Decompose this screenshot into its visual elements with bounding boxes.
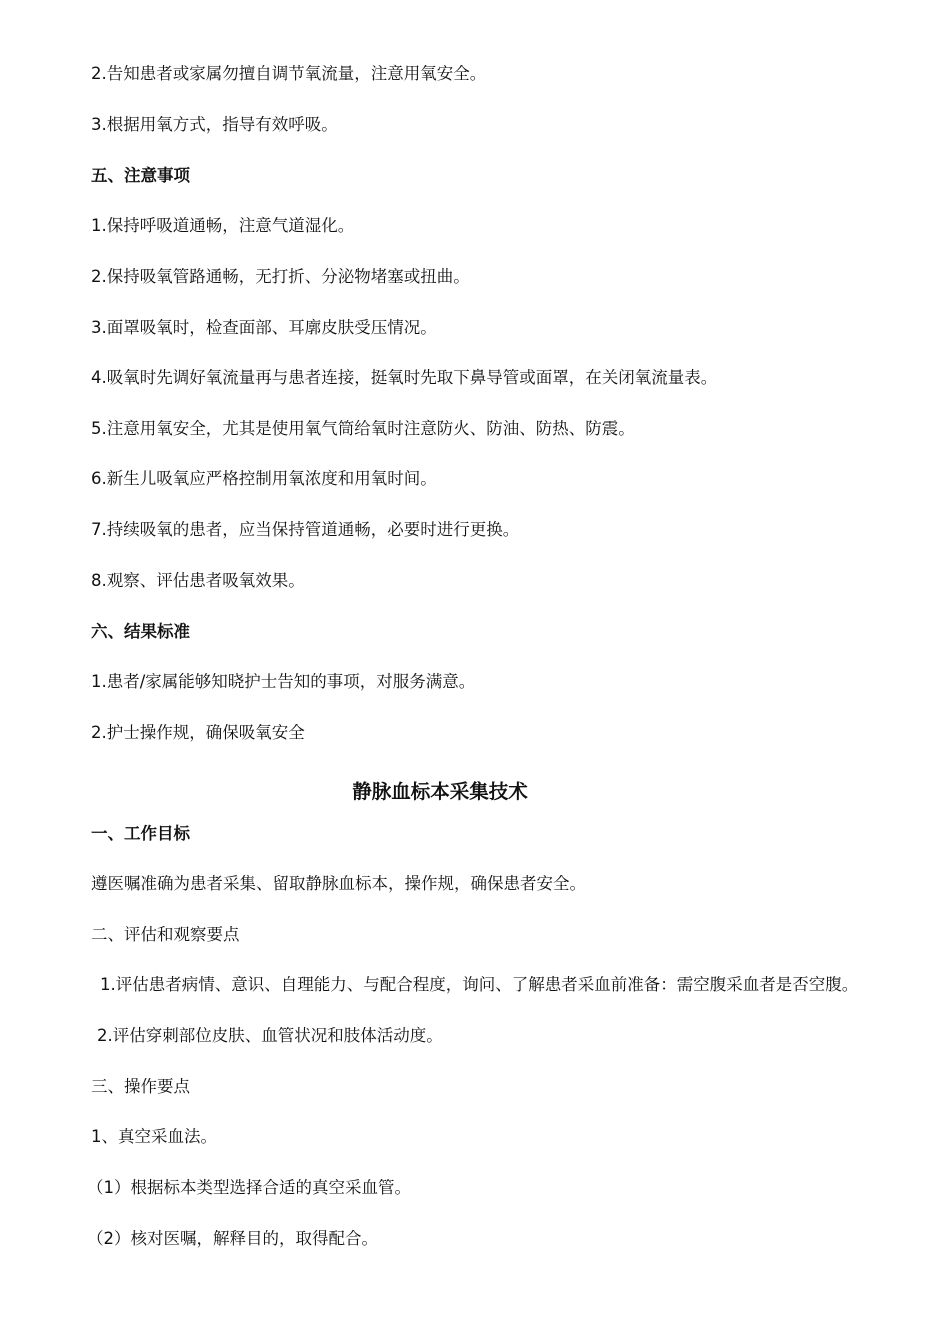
list-item: 6.新生儿吸氧应严格控制用氧浓度和用氧时间。 xyxy=(91,469,437,488)
sub-heading: 1、真空采血法。 xyxy=(91,1127,217,1146)
list-item: 2.护士操作规，确保吸氧安全 xyxy=(91,723,305,742)
list-item: 1.患者/家属能够知晓护士告知的事项，对服务满意。 xyxy=(91,672,476,691)
list-item: 3.面罩吸氧时，检查面部、耳廓皮肤受压情况。 xyxy=(91,318,437,337)
list-item: 8.观察、评估患者吸氧效果。 xyxy=(91,571,305,590)
list-item: 7.持续吸氧的患者，应当保持管道通畅，必要时进行更换。 xyxy=(91,520,520,539)
list-item: 2.评估穿刺部位皮肤、血管状况和肢体活动度。 xyxy=(97,1026,443,1045)
section-heading: 六、结果标准 xyxy=(91,622,190,641)
section-heading: 五、注意事项 xyxy=(91,166,190,185)
list-item: 1.评估患者病情、意识、自理能力、与配合程度，询问、了解患者采血前准备：需空腹采血者是否空腹。 xyxy=(100,975,859,994)
paragraph: 3.根据用氧方式，指导有效呼吸。 xyxy=(91,115,338,134)
section-heading: 三、操作要点 xyxy=(91,1077,190,1096)
paragraph: 2.告知患者或家属勿擅自调节氧流量，注意用氧安全。 xyxy=(91,64,487,83)
list-item: （2）核对医嘱，解释目的，取得配合。 xyxy=(87,1229,378,1248)
document-title: 静脉血标本采集技术 xyxy=(352,780,528,803)
list-item: （1）根据标本类型选择合适的真空采血管。 xyxy=(87,1178,411,1197)
list-item: 5.注意用氧安全，尤其是使用氧气筒给氧时注意防火、防油、防热、防震。 xyxy=(91,419,635,438)
paragraph: 遵医嘱准确为患者采集、留取静脉血标本，操作规，确保患者安全。 xyxy=(91,874,586,893)
section-heading: 二、评估和观察要点 xyxy=(91,925,240,944)
list-item: 1.保持呼吸道通畅，注意气道湿化。 xyxy=(91,216,355,235)
section-heading: 一、工作目标 xyxy=(91,824,190,843)
list-item: 2.保持吸氧管路通畅，无打折、分泌物堵塞或扭曲。 xyxy=(91,267,470,286)
list-item: 4.吸氧时先调好氧流量再与患者连接，挺氧时先取下鼻导管或面罩，在关闭氧流量表。 xyxy=(91,368,718,387)
